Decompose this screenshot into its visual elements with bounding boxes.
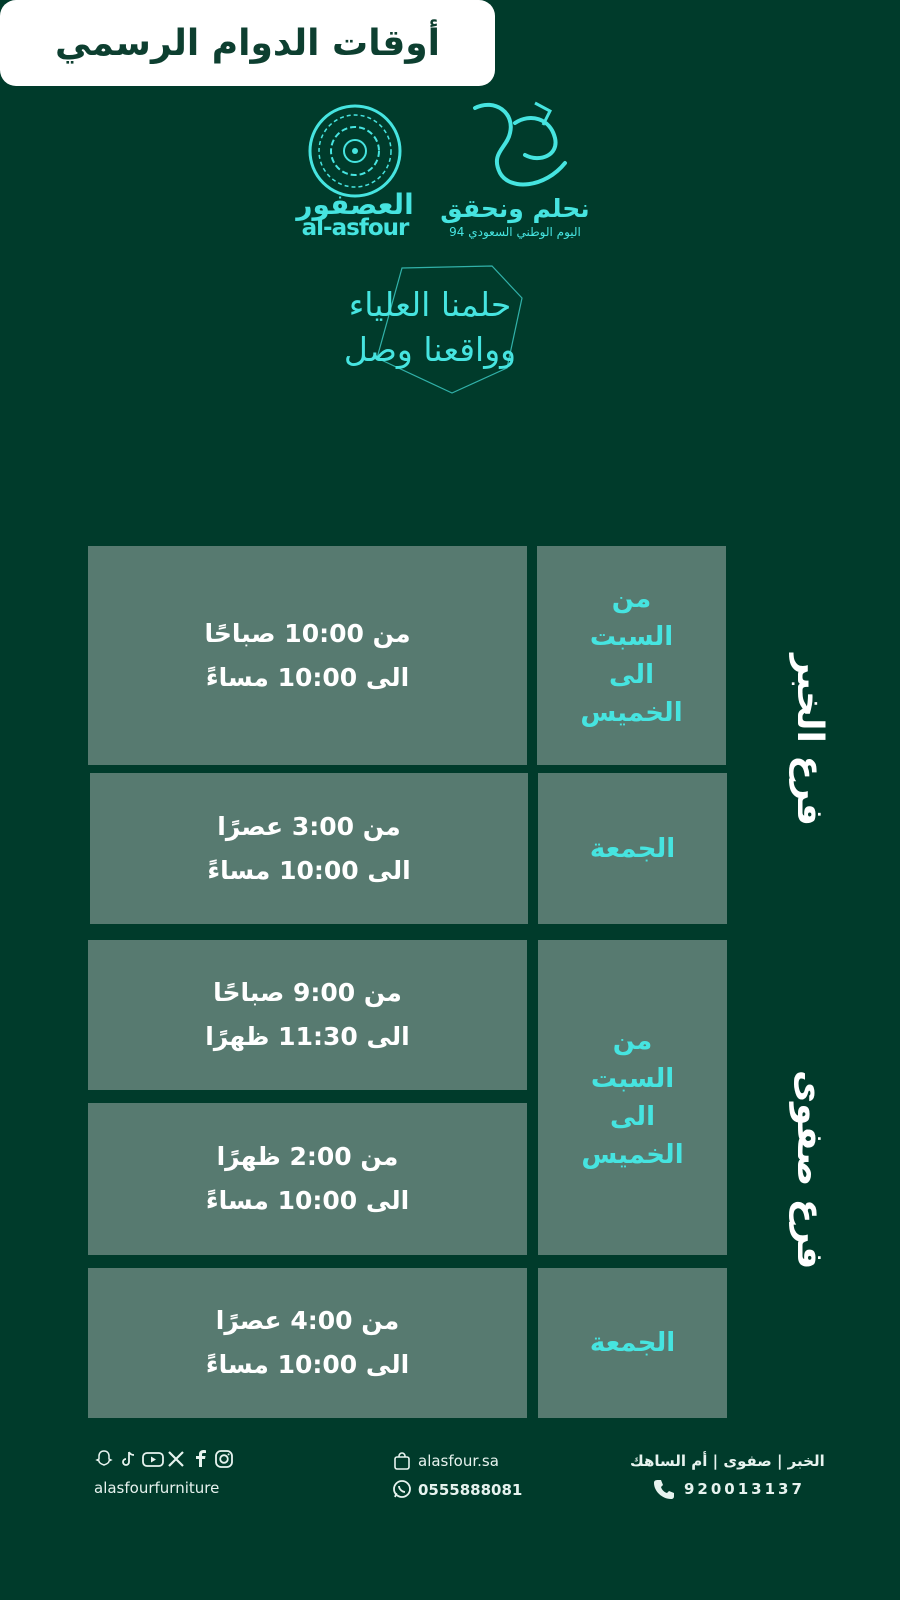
facebook-icon[interactable] <box>190 1449 210 1469</box>
snapchat-icon[interactable] <box>94 1449 114 1469</box>
asfour-logo-icon <box>307 103 403 199</box>
branch-name-safwa: فرع صفوى <box>789 1070 830 1270</box>
days-label: الى <box>610 1101 655 1132</box>
national-day-logo-icon <box>455 93 585 198</box>
safwa-friday-days-cell <box>538 1268 727 1418</box>
days-label: الخميس <box>580 697 683 728</box>
hours-to: الى 10:00 مساءً <box>205 1186 410 1215</box>
hours-to: الى 10:00 مساءً <box>205 662 410 692</box>
phone-icon <box>652 1477 676 1501</box>
hours-from: من 4:00 عصرًا <box>215 1306 400 1335</box>
days-label: من <box>612 1025 653 1056</box>
branch-locations: الخبر | صفوى | أم الساهك <box>630 1452 825 1470</box>
youtube-icon[interactable] <box>142 1449 162 1469</box>
instagram-icon[interactable] <box>214 1449 234 1469</box>
safwa-morning-hours-cell <box>88 940 527 1090</box>
shopping-bag-icon <box>392 1451 412 1471</box>
hours-to: الى 11:30 ظهرًا <box>205 1022 410 1051</box>
hours-from: من 9:00 صباحًا <box>213 978 402 1007</box>
days-label: الجمعة <box>589 833 676 864</box>
slogan <box>260 282 600 372</box>
hours-from: من 2:00 ظهرًا <box>216 1142 399 1171</box>
khobar-weekday-days-cell <box>537 546 726 765</box>
safwa-weekday-days-cell <box>538 940 727 1255</box>
khobar-weekday-hours-cell <box>88 546 527 765</box>
social-icons <box>94 1449 234 1469</box>
website-link[interactable]: alasfour.sa <box>418 1452 499 1470</box>
asfour-logo-english: al-asfour <box>301 215 409 241</box>
asfour-logo-arabic: العصفور <box>296 188 414 221</box>
hours-to: الى 10:00 مساءً <box>205 1350 410 1379</box>
page-title: أوقات الدوام الرسمي <box>54 22 440 64</box>
khobar-friday-days-cell <box>538 773 727 924</box>
hours-from: من 3:00 عصرًا <box>217 811 401 841</box>
safwa-evening-hours-cell <box>88 1103 527 1255</box>
slogan-line-2: وواقعنا وصل <box>343 330 517 369</box>
whatsapp-number[interactable]: 0555888081 <box>418 1481 523 1499</box>
tiktok-icon[interactable] <box>118 1449 138 1469</box>
phone-number[interactable]: 920013137 <box>684 1480 805 1498</box>
days-label: من <box>611 583 652 614</box>
national-day-subtitle: اليوم الوطني السعودي 94 <box>449 225 581 239</box>
slogan-line-1: حلمنا العلياء <box>348 285 512 324</box>
safwa-friday-hours-cell <box>88 1268 527 1418</box>
days-label: الى <box>609 659 654 690</box>
days-label: الخميس <box>581 1139 684 1170</box>
days-label: السبت <box>589 621 674 652</box>
whatsapp-icon <box>392 1479 412 1499</box>
hours-to: الى 10:00 مساءً <box>207 855 411 885</box>
national-day-logo-arabic: نحلم ونحقق <box>440 194 590 223</box>
days-label: السبت <box>590 1063 675 1094</box>
hours-from: من 10:00 صباحًا <box>204 618 411 648</box>
khobar-friday-hours-cell <box>90 773 528 924</box>
branch-name-khobar: فرع الخبر <box>789 654 830 826</box>
x-icon[interactable] <box>166 1449 186 1469</box>
days-label: الجمعة <box>589 1328 676 1358</box>
hours-title-banner <box>0 0 495 86</box>
social-handle[interactable]: alasfourfurniture <box>94 1479 220 1497</box>
